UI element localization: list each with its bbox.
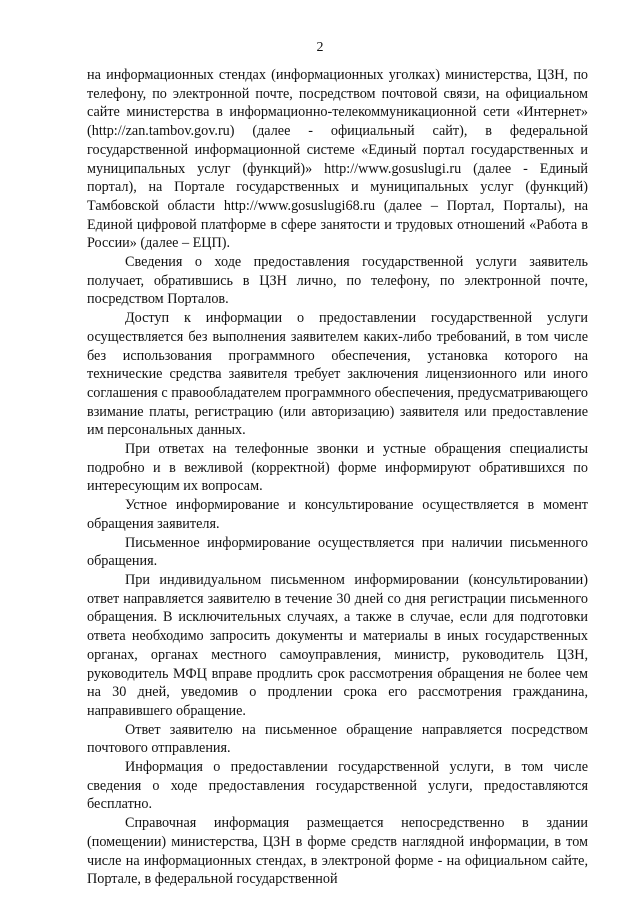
paragraph-phone-answers: При ответах на телефонные звонки и устные обращения специалисты подробно и в вежливой (корректной) форме информируют обратившихся по интересующим их вопросам. xyxy=(87,441,588,495)
paragraph-postal-answer: Ответ заявителю на письменное обращение направляется посредством почтового отправления. xyxy=(87,721,588,757)
paragraph-access-info: Доступ к информации о предоставлении государственной услуги осуществляется без выполнения заявителем каких-либо требований, в том числе без использования программного обеспечения, установка которого на технические средства заявителя требует заключения лицензионного или иного соглашения с правообладателем программного обеспечения, предусматривающего взимание платы, регистрацию (или авторизацию) заявителя или предоставление им персональных данных. xyxy=(87,310,588,439)
paragraph-written-informing: Письменное информирование осуществляется при наличии письменного обращения. xyxy=(87,534,588,570)
paragraph-reference-info: Справочная информация размещается непосредственно в здании (помещении) министерства, ЦЗН в форме средств наглядной информации, в том числе на информационных стендах, в электроной форме - на официальном сайте, Портале, в федеральной государственной xyxy=(87,815,588,888)
paragraph-oral-consulting: Устное информирование и консультирование осуществляется в момент обращения заявителя. xyxy=(87,497,588,532)
paragraph-info-channels: на информационных стендах (информационных уголках) министерства, ЦЗН, по телефону, по электронной почте, посредством почтовой связи, на официальном сайте министерства в информационно-телекоммуникационной сети «Интернет» (http://zan.tambov.gov.ru) (далее - официальный сайт), в федеральной государственной информационной системе «Единый портал государственных и муниципальных услуг (функций)» http://www.gosuslugi.ru (далее - Единый портал), на Портале государственных и муниципальных услуг (функций) Тамбовской области http://www.gosuslugi68.ru (далее – Портал, Порталы), на Единой цифровой платформе в сфере занятости и трудовых отношений «Работа в России» (далее – ЕЦП). xyxy=(87,67,588,252)
page-number: 2 xyxy=(316,40,324,55)
paragraph-service-status: Сведения о ходе предоставления государственной услуги заявитель получает, обратившись в ЦЗН лично, по телефону, по электронной почте, посредством Порталов. xyxy=(87,254,588,308)
paragraph-free-of-charge: Информация о предоставлении государственной услуги, в том числе сведения о ходе предоставления государственной услуги, предоставляются бесплатно. xyxy=(87,759,588,813)
document-body xyxy=(87,66,588,889)
paragraph-individual-written: При индивидуальном письменном информировании (консультировании) ответ направляется заявителю в течение 30 дней со дня регистрации письменного обращения. В исключительных случаях, а также в случае, если для подготовки ответа необходимо запросить документы и материалы в иных государственных органах, органах местного самоуправления, министр, руководитель ЦЗН, руководитель МФЦ вправе продлить срок рассмотрения обращения не более чем на 30 дней, уведомив о продлении срока его рассмотрения гражданина, направившего обращение. xyxy=(87,571,588,719)
